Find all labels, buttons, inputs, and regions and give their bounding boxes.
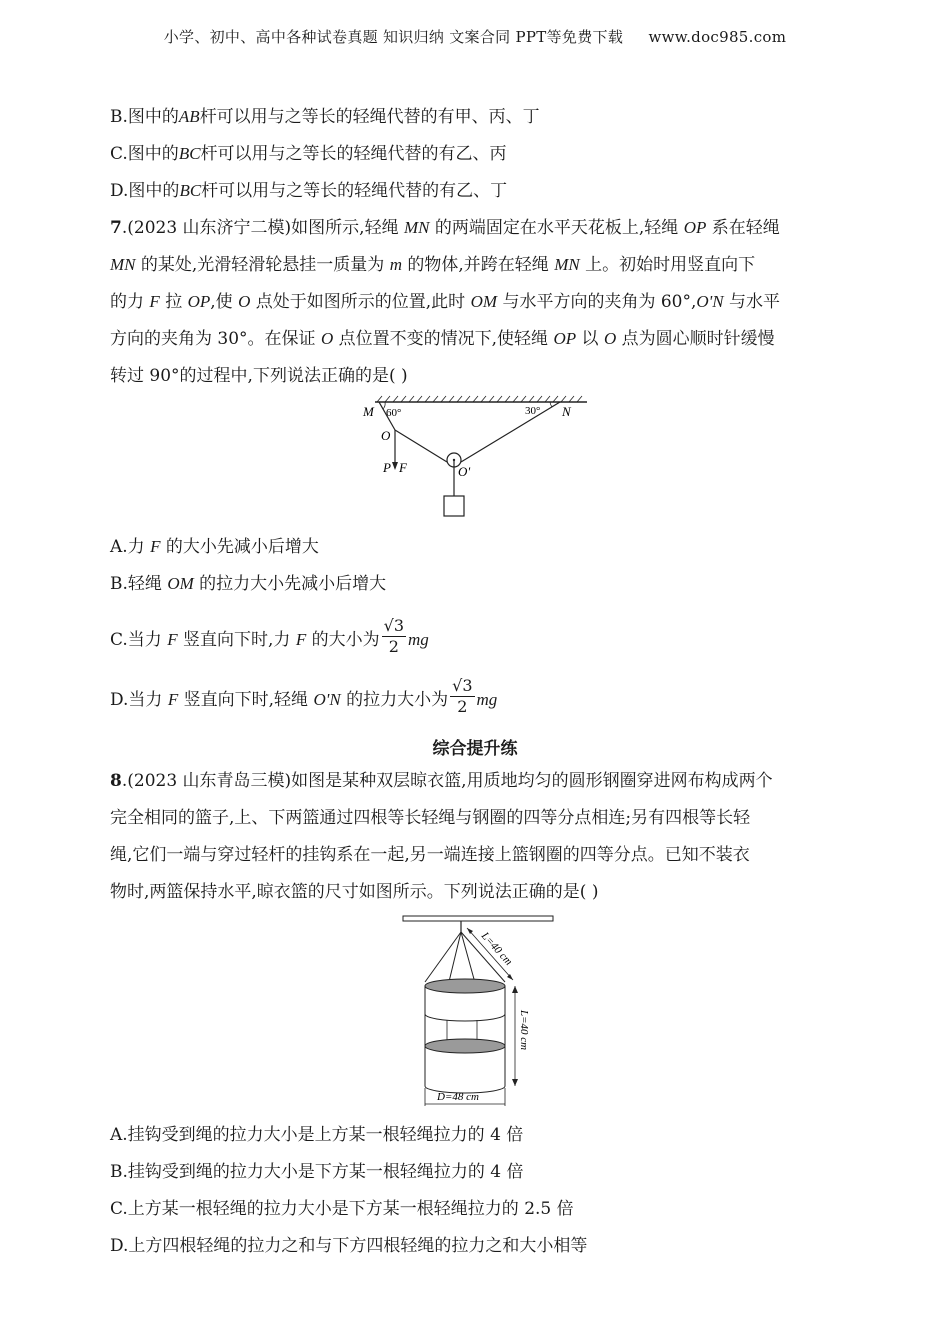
force-f-arrow [392, 462, 398, 470]
q8-option-a: A.挂钩受到绳的拉力大小是上方某一根轻绳拉力的 4 倍 [110, 1125, 524, 1145]
label-60: 60° [386, 407, 402, 419]
label-l-top: L=40 cm [478, 929, 515, 968]
q7-line-4: 方向的夹角为 30°。在保证 O 点位置不变的情况下,使轻绳 OP 以 O 点为圆心顺时针缓慢 [110, 329, 775, 349]
fraction-d: $\frac{√3}{2}$ [452, 676, 473, 716]
q6-option-d: D.图中的BC杆可以用与之等长的轻绳代替的有乙、丁 [110, 181, 508, 201]
label-m: M [363, 404, 374, 419]
label-n: N [562, 404, 571, 419]
q8-line-2: 完全相同的篮子,上、下两篮通过四根等长轻绳与钢圈的四等分点相连;另有四根等长轻 [110, 808, 751, 828]
ceiling-hatch [377, 396, 582, 402]
hanging-block [444, 496, 464, 516]
q7-option-a: A.力 F 的大小先减小后增大 [110, 537, 319, 557]
q7-line-2: MN 的某处,光滑轻滑轮悬挂一质量为 m 的物体,并跨在轻绳 MN 上。初始时用竖直向下 [110, 255, 756, 275]
q6-option-b: B.图中的AB杆可以用与之等长的轻绳代替的有甲、丙、丁 [110, 107, 540, 127]
section-title: 综合提升练 [432, 739, 518, 759]
q7-option-c: C.当力 F 竖直向下时,力 F 的大小为 $\frac{√3}{2}$ mg [110, 616, 429, 656]
q8-line-4: 物时,两篮保持水平,晾衣篮的尺寸如图所示。下列说法正确的是( ) [110, 882, 599, 902]
upper-ring [425, 979, 505, 993]
label-o-prime: O' [458, 464, 471, 479]
header-site: www.doc985.com [648, 28, 787, 46]
q7-figure [355, 392, 595, 522]
label-f: F [399, 460, 407, 475]
label-p: P [383, 460, 391, 475]
q7-line-3: 的力 F 拉 OP,使 O 点处于如图所示的位置,此时 OM 与水平方向的夹角为 60°,O'N 与水平 [110, 292, 781, 312]
q8-option-b: B.挂钩受到绳的拉力大小是下方某一根轻绳拉力的 4 倍 [110, 1162, 524, 1182]
q7-line-1: 7.(2023 山东济宁二模)如图所示,轻绳 MN 的两端固定在水平天花板上,轻绳 OP 系在轻绳 [110, 218, 780, 238]
q8-line-1: 8.(2023 山东青岛三模)如图是某种双层晾衣篮,用质地均匀的圆形钢圈穿进网布构成两个 [110, 771, 773, 791]
rope-mn-right [461, 402, 560, 462]
page-header [0, 26, 950, 47]
q7-option-b: B.轻绳 OM 的拉力大小先减小后增大 [110, 574, 387, 594]
q8-line-3: 绳,它们一端与穿过轻杆的挂钩系在一起,另一端连接上篮钢圈的四等分点。已知不装衣 [110, 845, 750, 865]
q7-option-d: D.当力 F 竖直向下时,轻绳 O'N 的拉力大小为 $\frac{√3}{2}$ mg [110, 676, 498, 716]
lower-ring [425, 1039, 505, 1053]
label-o: O [381, 428, 391, 443]
q6-option-c: C.图中的BC杆可以用与之等长的轻绳代替的有乙、丙 [110, 144, 507, 164]
q7-number: 7 [110, 218, 122, 238]
q8-option-c: C.上方某一根轻绳的拉力大小是下方某一根轻绳拉力的 2.5 倍 [110, 1199, 574, 1219]
rod [403, 916, 553, 921]
q7-line-5: 转过 90°的过程中,下列说法正确的是( ) [110, 366, 408, 386]
header-text: 小学、初中、高中各种试卷真题 知识归纳 文案合同 PPT等免费下载 [163, 28, 624, 46]
rope-mn-left [395, 430, 447, 462]
q8-figure [395, 910, 565, 1110]
q8-number: 8 [110, 771, 122, 791]
label-l-side: L=40 cm [518, 1010, 530, 1051]
label-30: 30° [525, 405, 541, 417]
q8-option-d: D.上方四根轻绳的拉力之和与下方四根轻绳的拉力之和大小相等 [110, 1236, 588, 1256]
fraction-c: $\frac{√3}{2}$ [383, 616, 404, 656]
label-d: D=48 cm [437, 1091, 479, 1103]
